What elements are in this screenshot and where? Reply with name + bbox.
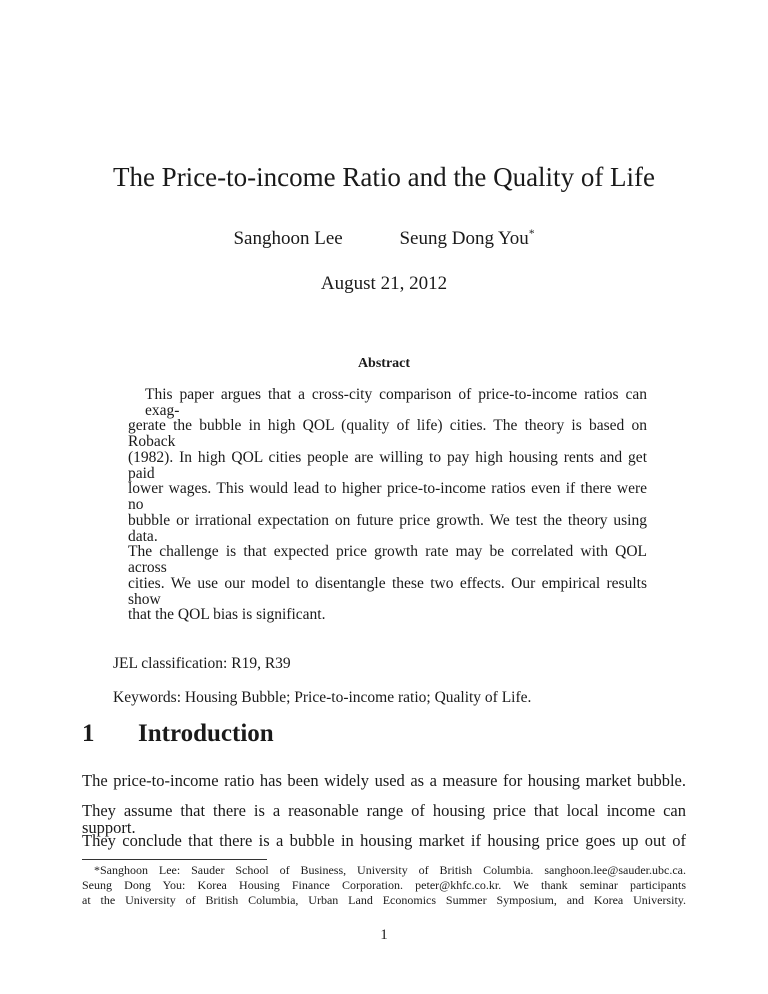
jel-classification: JEL classification: R19, R39: [113, 655, 291, 672]
keywords: Keywords: Housing Bubble; Price-to-income ratio; Quality of Life.: [113, 689, 532, 706]
abstract-line: This paper argues that a cross-city comparison of price-to-income ratios can exag-: [145, 386, 647, 419]
page-number: 1: [380, 927, 388, 943]
footnote-rule: [82, 859, 267, 860]
abstract-line: cities. We use our model to disentangle these two effects. Our empirical results show: [128, 575, 647, 608]
body-line: They assume that there is a reasonable range of housing price that local income can support.: [82, 801, 686, 837]
footnote-mark: *: [528, 228, 535, 240]
author-name-wrap: [399, 229, 534, 248]
footnote-line: Seung Dong You: Korea Housing Finance Corporation. peter@khfc.co.kr. We thank seminar participants: [82, 878, 686, 892]
author-name: Seung Dong You: [399, 228, 529, 250]
abstract-line: (1982). In high QOL cities people are willing to pay high housing rents and get paid: [128, 449, 647, 482]
author-name: Sanghoon Lee: [233, 228, 343, 250]
abstract-line: lower wages. This would lead to higher price-to-income ratios even if there were no: [128, 480, 647, 513]
section-number: 1: [82, 720, 95, 747]
abstract-line: gerate the bubble in high QOL (quality of life) cities. The theory is based on Roback: [128, 417, 647, 450]
footnote-line: at the University of British Columbia, Urban Land Economics Summer Symposium, and Korea University.: [82, 893, 686, 907]
paper-date: August 21, 2012: [320, 273, 448, 294]
abstract-line: The challenge is that expected price growth rate may be correlated with QOL across: [128, 543, 647, 576]
section-title: Introduction: [138, 720, 274, 747]
abstract-heading: Abstract: [357, 356, 411, 371]
abstract-line: bubble or irrational expectation on future price growth. We test the theory using data.: [128, 512, 647, 545]
paper-title: The Price-to-income Ratio and the Quality of Life: [112, 162, 656, 192]
abstract-line: that the QOL bias is significant.: [128, 606, 326, 623]
body-line: The price-to-income ratio has been widely used as a measure for housing market bubble.: [82, 771, 686, 790]
body-line: They conclude that there is a bubble in housing market if housing price goes up out of: [82, 831, 686, 850]
footnote-line: *Sanghoon Lee: Sauder School of Business, University of British Columbia. sanghoon.lee@sauder.ubc.ca.: [94, 863, 686, 877]
section-heading: [82, 721, 274, 746]
authors: [0, 229, 768, 248]
